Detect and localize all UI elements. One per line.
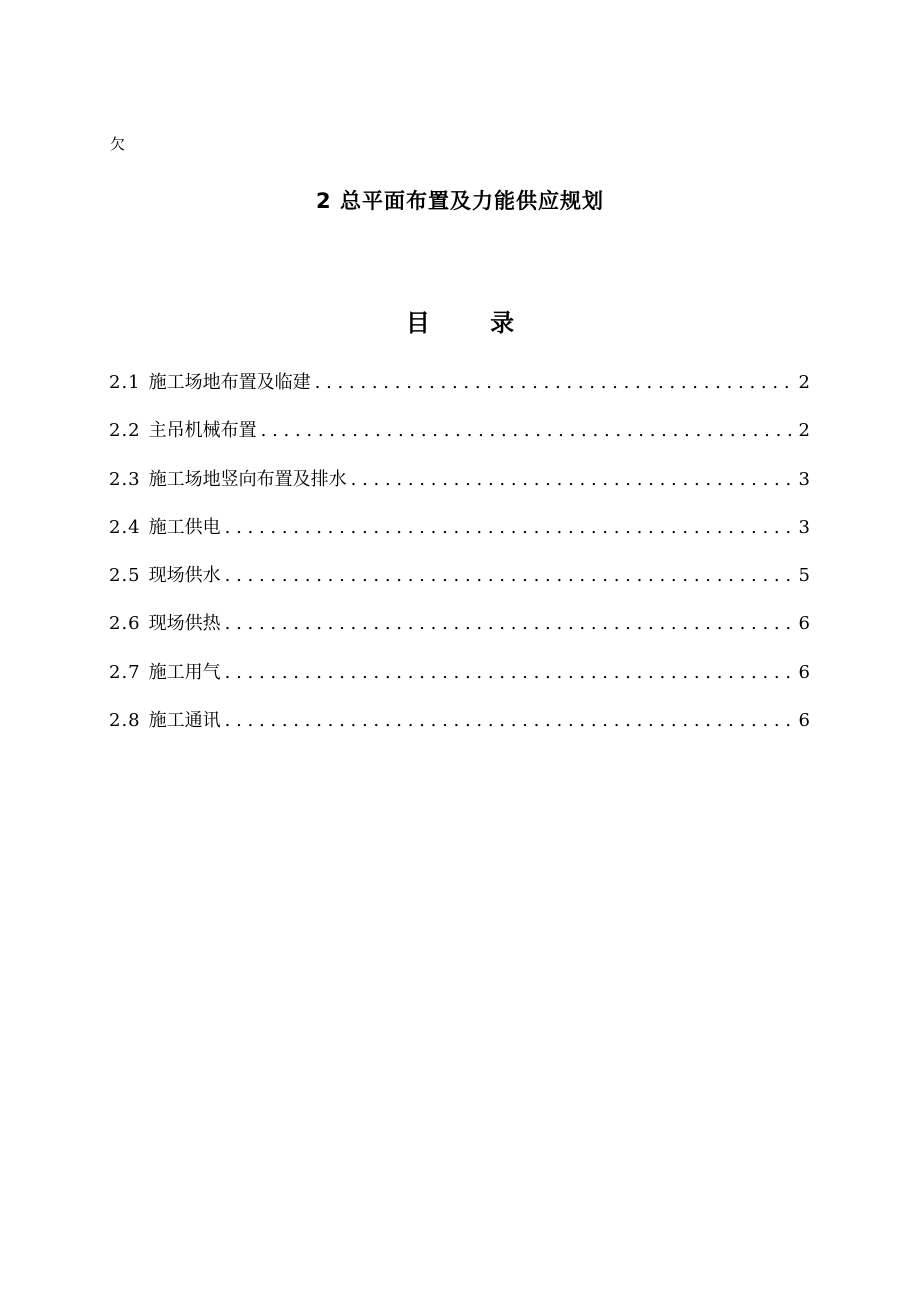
toc-dot-leader — [225, 513, 795, 543]
toc-dot-leader — [225, 561, 795, 591]
toc-entry-number: 2.7 — [109, 661, 141, 683]
toc-entry-page: 6 — [798, 613, 810, 635]
toc-entry-2-2[interactable] — [109, 416, 810, 464]
toc-entry-2-4[interactable] — [109, 513, 810, 561]
toc-dot-leader — [315, 368, 795, 398]
toc-entry-title: 施工通讯 — [148, 710, 221, 732]
toc-dot-leader — [225, 609, 795, 639]
toc-entry-page: 6 — [798, 661, 810, 683]
chapter-title: 2 总平面布置及力能供应规划 — [316, 189, 604, 213]
toc-entry-2-1[interactable] — [109, 368, 810, 416]
toc-entry-page: 6 — [798, 710, 810, 732]
toc-entry-number: 2.1 — [109, 372, 141, 393]
toc-entry-2-3[interactable] — [109, 465, 810, 513]
toc-entry-page: 2 — [798, 420, 810, 442]
toc-entry-page: 3 — [798, 468, 810, 490]
toc-dot-leader — [261, 416, 795, 446]
toc-entry-number: 2.4 — [109, 516, 141, 538]
toc-entry-title: 施工供电 — [148, 516, 221, 538]
toc-entry-number: 2.5 — [109, 565, 141, 587]
toc-dot-leader — [225, 658, 795, 688]
toc-entry-2-5[interactable] — [109, 561, 810, 609]
toc-entry-title: 施工用气 — [148, 661, 221, 683]
corner-mark: 欠 — [110, 135, 126, 153]
toc-entry-number: 2.2 — [109, 420, 141, 442]
toc-entry-title: 施工场地竖向布置及排水 — [148, 468, 347, 490]
toc-entry-title: 施工场地布置及临建 — [148, 372, 311, 393]
toc-entry-title: 现场供水 — [148, 565, 221, 587]
toc-entry-page: 5 — [798, 565, 810, 587]
toc-entry-title: 主吊机械布置 — [148, 420, 257, 442]
toc-entry-page: 3 — [798, 516, 810, 538]
toc-entry-number: 2.8 — [109, 710, 141, 732]
toc-dot-leader — [351, 465, 795, 495]
toc-dot-leader — [225, 706, 795, 736]
table-of-contents — [109, 368, 810, 754]
toc-heading: 目 录 — [405, 309, 541, 337]
toc-entry-2-7[interactable] — [109, 658, 810, 706]
toc-entry-number: 2.3 — [109, 468, 141, 490]
toc-entry-2-6[interactable] — [109, 609, 810, 657]
toc-entry-page: 2 — [798, 372, 810, 393]
toc-entry-2-8[interactable] — [109, 706, 810, 754]
toc-entry-title: 现场供热 — [148, 613, 221, 635]
toc-entry-number: 2.6 — [109, 613, 141, 635]
